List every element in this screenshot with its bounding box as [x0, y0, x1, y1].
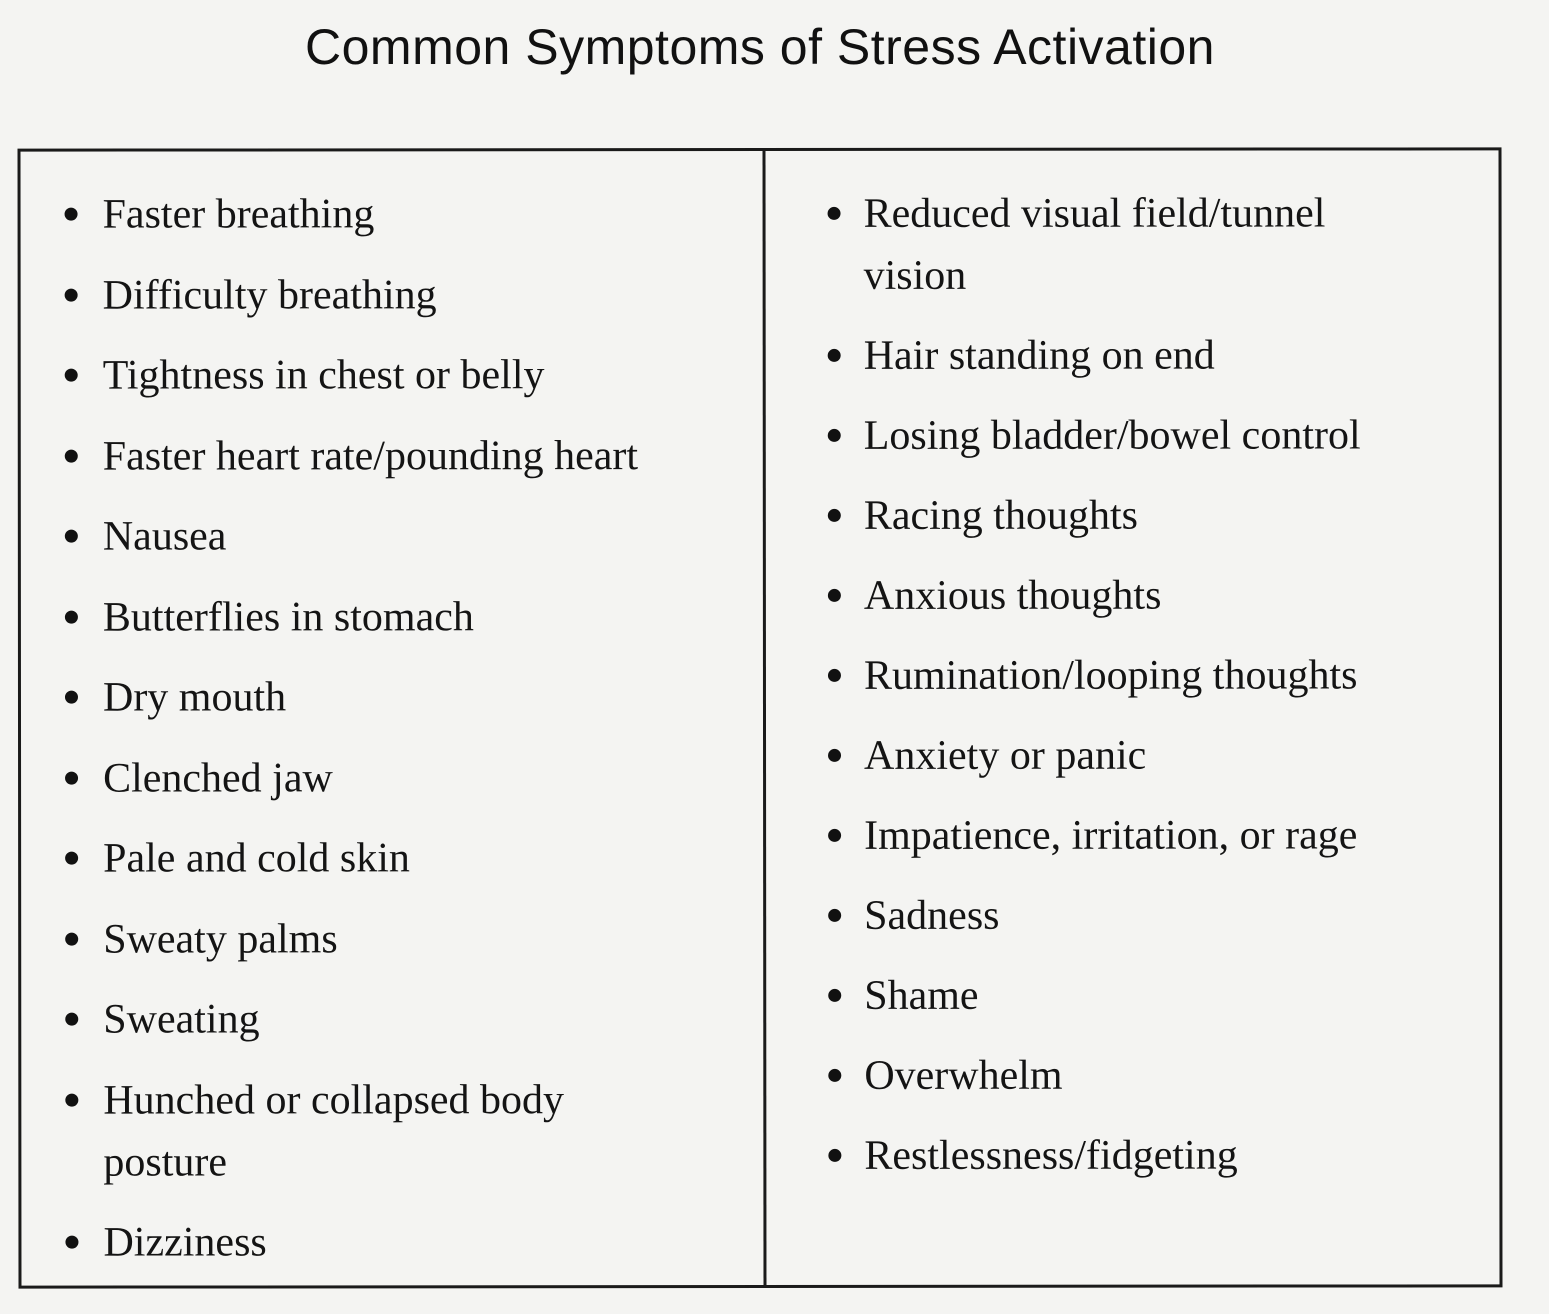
bullet-icon — [65, 1093, 78, 1106]
mental-emotional-symptoms-column — [766, 150, 1502, 1179]
bullet-icon — [65, 208, 78, 221]
bullet-icon — [828, 1149, 841, 1162]
bullet-icon — [828, 207, 841, 220]
list-item-text: Difficulty breathing — [102, 271, 437, 319]
list-item-text: Sweaty palms — [103, 915, 338, 963]
list-item-text: Butterflies in stomach — [102, 593, 474, 641]
bullet-icon — [828, 1069, 841, 1082]
bullet-icon — [828, 589, 841, 602]
bullet-icon — [65, 691, 78, 704]
bullet-icon — [828, 909, 841, 922]
list-item-text: Dry mouth — [102, 674, 287, 721]
list-item-text: Pale and cold skin — [103, 835, 410, 882]
list-item-text: Anxious thoughts — [863, 572, 1162, 619]
list-item-text: Sadness — [864, 892, 1000, 939]
bullet-icon — [828, 669, 841, 682]
column-divider — [763, 151, 767, 1285]
bullet-icon — [65, 449, 78, 462]
list-item-text: Dizziness — [103, 1219, 267, 1266]
list-item-text: vision — [863, 252, 967, 299]
list-item-text: Racing thoughts — [863, 492, 1138, 539]
list-item-text: Anxiety or panic — [864, 732, 1147, 779]
list-item-text: Hair standing on end — [863, 332, 1215, 379]
bullet-icon — [65, 932, 78, 945]
bullet-icon — [65, 610, 78, 623]
list-item-text: Shame — [864, 972, 979, 1019]
list-item-text: Tightness in chest or belly — [102, 352, 545, 399]
bullet-icon — [65, 852, 78, 865]
bullet-icon — [828, 989, 841, 1002]
bullet-icon — [828, 509, 841, 522]
bullet-icon — [65, 369, 78, 382]
list-item-text: Clenched jaw — [103, 754, 333, 802]
list-item-text: Impatience, irritation, or rage — [864, 812, 1358, 859]
page-title: Common Symptoms of Stress Activation — [305, 19, 1215, 75]
list-item-text: Hunched or collapsed body — [103, 1076, 565, 1124]
list-item-text: Nausea — [102, 513, 227, 560]
physical-symptoms-column — [21, 151, 761, 1266]
bullet-icon — [828, 749, 841, 762]
list-item-text: Overwhelm — [864, 1052, 1063, 1099]
list-item-text: Sweating — [103, 996, 260, 1043]
bullet-icon — [828, 349, 841, 362]
list-item-text: Faster breathing — [102, 191, 375, 238]
list-item-text: Restlessness/fidgeting — [864, 1132, 1238, 1179]
list-item-text: Losing bladder/bowel control — [863, 412, 1361, 459]
bullet-icon — [65, 530, 78, 543]
list-item-text: Reduced visual field/tunnel — [863, 190, 1326, 237]
bullet-icon — [828, 429, 841, 442]
bullet-icon — [65, 771, 78, 784]
symptoms-table — [18, 147, 1503, 1288]
list-item-text: Rumination/looping thoughts — [863, 652, 1358, 699]
bullet-icon — [65, 1013, 78, 1026]
bullet-icon — [65, 1236, 78, 1249]
bullet-icon — [828, 829, 841, 842]
bullet-icon — [65, 288, 78, 301]
list-item-text: Faster heart rate/pounding heart — [102, 432, 639, 480]
list-item-text: posture — [103, 1138, 228, 1186]
